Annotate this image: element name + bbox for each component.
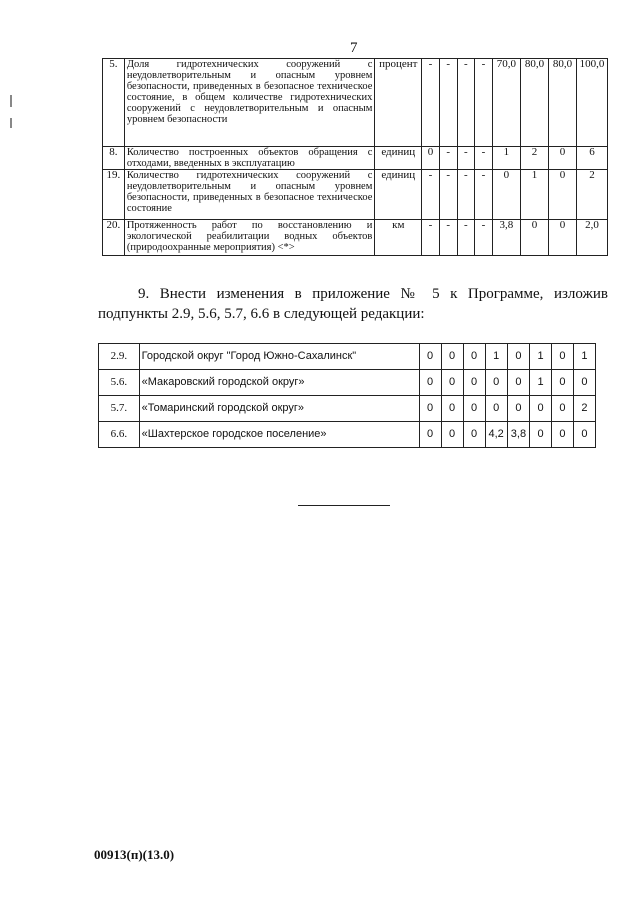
value-cell: 0 [419, 396, 441, 422]
value-cell: 4,2 [485, 422, 507, 448]
value-cell: 0 [520, 220, 548, 256]
value-cell: 6 [577, 147, 608, 170]
value-cell: 0 [507, 370, 529, 396]
value-cell: 1 [573, 344, 595, 370]
value-cell: 1 [492, 147, 520, 170]
indicator-name: Количество построенных объектов обращения с отходами, введенных в эксплуатацию [124, 147, 375, 170]
value-cell: 0 [492, 170, 520, 220]
value-cell: - [475, 59, 493, 147]
value-cell: - [439, 170, 457, 220]
value-cell: - [457, 59, 475, 147]
value-cell: 0 [441, 370, 463, 396]
value-cell: 0 [419, 344, 441, 370]
table-row [103, 59, 608, 147]
value-cell: - [422, 170, 440, 220]
paragraph-text: 9. Внести изменения в приложение № 5 к Программе, изложив подпункты 2.9, 5.6, 5.7, 6.6 в следующей редакции: [98, 286, 608, 322]
value-cell: 0 [463, 396, 485, 422]
unit-cell: единиц [375, 170, 422, 220]
value-cell: 80,0 [520, 59, 548, 147]
value-cell: 0 [530, 396, 552, 422]
divider-line [298, 505, 390, 506]
value-cell: 0 [485, 396, 507, 422]
value-cell: - [475, 170, 493, 220]
value-cell: 2 [577, 170, 608, 220]
value-cell: 0 [552, 370, 574, 396]
value-cell: 0 [507, 344, 529, 370]
value-cell: - [439, 59, 457, 147]
value-cell: 1 [520, 170, 548, 220]
value-cell: 0 [573, 370, 595, 396]
value-cell: 0 [419, 422, 441, 448]
municipality-name: Городской округ "Город Южно-Сахалинск" [139, 344, 419, 370]
subitem-number: 5.7. [99, 396, 140, 422]
value-cell: 100,0 [577, 59, 608, 147]
value-cell: - [457, 220, 475, 256]
value-cell: 1 [530, 370, 552, 396]
row-number: 5. [103, 59, 125, 147]
row-number: 19. [103, 170, 125, 220]
value-cell: 0 [485, 370, 507, 396]
subitem-number: 2.9. [99, 344, 140, 370]
value-cell: 0 [422, 147, 440, 170]
indicators-table [102, 58, 608, 256]
table-row [103, 170, 608, 220]
value-cell: 0 [441, 396, 463, 422]
value-cell: 0 [548, 220, 576, 256]
value-cell: 80,0 [548, 59, 576, 147]
page-number: 7 [350, 40, 358, 56]
municipality-name: «Макаровский городской округ» [139, 370, 419, 396]
unit-cell: км [375, 220, 422, 256]
value-cell: 0 [441, 344, 463, 370]
value-cell: 1 [485, 344, 507, 370]
value-cell: 0 [419, 370, 441, 396]
value-cell: 2 [573, 396, 595, 422]
value-cell: 3,8 [507, 422, 529, 448]
value-cell: 1 [530, 344, 552, 370]
table-row [103, 147, 608, 170]
subitems-table [98, 343, 596, 448]
value-cell: - [475, 220, 493, 256]
table-row [99, 344, 596, 370]
value-cell: 0 [507, 396, 529, 422]
value-cell: 3,8 [492, 220, 520, 256]
row-number: 8. [103, 147, 125, 170]
table-row [99, 422, 596, 448]
table-row [99, 370, 596, 396]
value-cell: 0 [530, 422, 552, 448]
document-code: 00913(п)(13.0) [94, 847, 175, 862]
subitem-number: 5.6. [99, 370, 140, 396]
row-number: 20. [103, 220, 125, 256]
amendment-paragraph [98, 284, 608, 324]
value-cell: 0 [548, 147, 576, 170]
value-cell: - [475, 147, 493, 170]
municipality-name: «Томаринский городской округ» [139, 396, 419, 422]
value-cell: - [422, 220, 440, 256]
indicator-name: Доля гидротехнических сооружений с неудовлетворительным и опасным уровнем безопасности, приведенных в безопасное техническое состояние, в общем количестве гидротехнических сооружений с неудовлетворительным и опасным уровнем безопасности [124, 59, 375, 147]
value-cell: 70,0 [492, 59, 520, 147]
value-cell: - [439, 147, 457, 170]
indicator-name: Количество гидротехнических сооружений с неудовлетворительным и опасным уровнем безопасности, приведенных в безопасное техническое состояние [124, 170, 375, 220]
value-cell: - [439, 220, 457, 256]
unit-cell: единиц [375, 147, 422, 170]
value-cell: 0 [463, 370, 485, 396]
indicator-name: Протяженность работ по восстановлению и экологической реабилитации водных объектов (природоохранные мероприятия) <*> [124, 220, 375, 256]
value-cell: 0 [552, 422, 574, 448]
value-cell: 0 [441, 422, 463, 448]
value-cell: 0 [552, 396, 574, 422]
value-cell: - [422, 59, 440, 147]
value-cell: 0 [548, 170, 576, 220]
value-cell: 2 [520, 147, 548, 170]
value-cell: 0 [552, 344, 574, 370]
value-cell: 2,0 [577, 220, 608, 256]
margin-mark [10, 118, 12, 128]
value-cell: 0 [573, 422, 595, 448]
value-cell: - [457, 170, 475, 220]
table-row [103, 220, 608, 256]
value-cell: 0 [463, 344, 485, 370]
municipality-name: «Шахтерское городское поселение» [139, 422, 419, 448]
unit-cell: процент [375, 59, 422, 147]
margin-mark [10, 95, 12, 107]
value-cell: 0 [463, 422, 485, 448]
subitem-number: 6.6. [99, 422, 140, 448]
table-row [99, 396, 596, 422]
value-cell: - [457, 147, 475, 170]
